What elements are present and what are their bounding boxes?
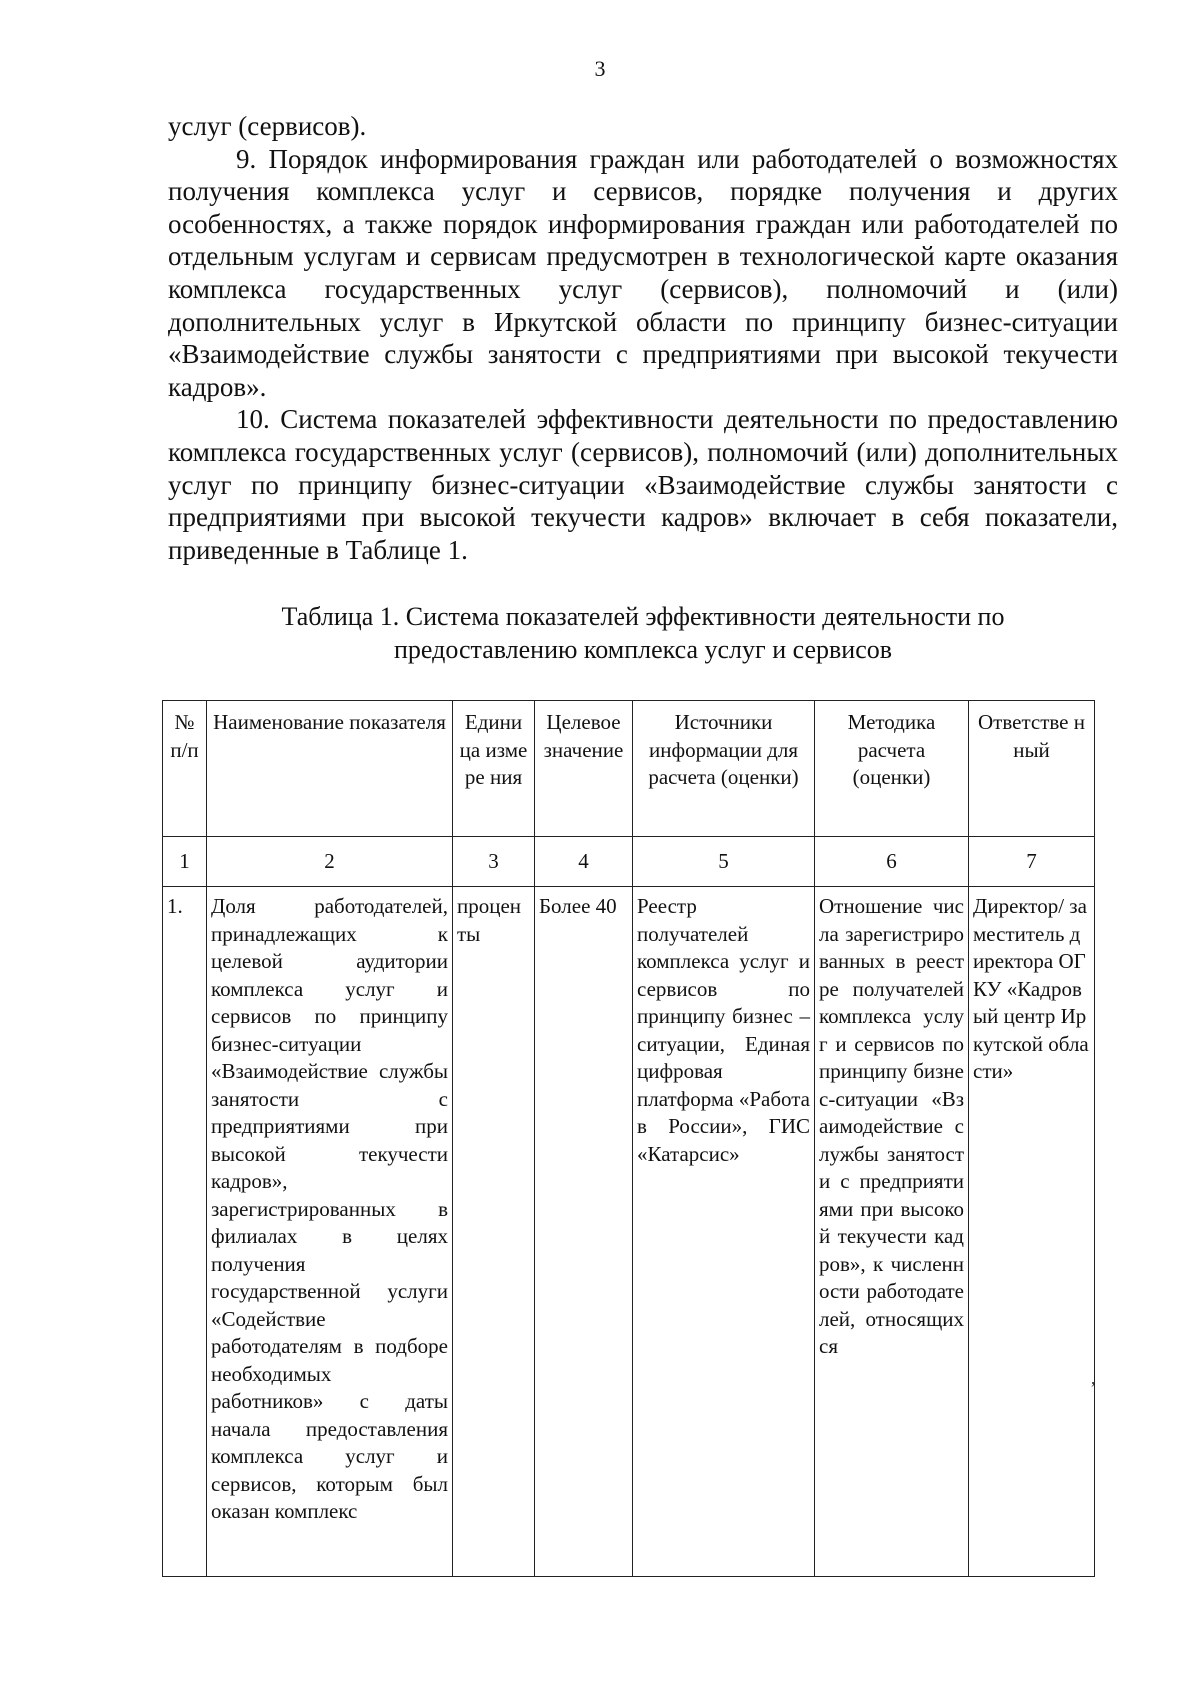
table-row	[163, 887, 1095, 1577]
column-number-5: 5	[633, 837, 815, 887]
pen-mark: ʼ	[1090, 1378, 1096, 1398]
header-target-value: Целевое значение	[535, 701, 633, 837]
column-number-2: 2	[207, 837, 453, 887]
paragraph-continuation: услуг (сервисов).	[168, 111, 367, 141]
header-calculation-method: Методика расчета (оценки)	[815, 701, 969, 837]
indicator-name: Доля работодателей, принадлежащих к целевой аудитории комплекса услуг и сервисов по принципу бизнес-ситуации «Взаимодействие службы занятости с предприятиями при высокой текучести кадров», зарегистрированных в филиалах в целях получения государственной услуги «Содействие работодателям в подборе необходимых работников» с даты начала предоставления комплекса услуг и сервисов, которым был оказан комплекс	[207, 887, 453, 1577]
column-number-3: 3	[453, 837, 535, 887]
indicators-table	[162, 700, 1095, 1577]
column-number-row	[163, 837, 1095, 887]
page-number: 3	[594, 56, 606, 81]
header-responsible: Ответстве нный	[969, 701, 1095, 837]
paragraph-10: 10. Система показателей эффективности деятельности по предоставлению комплекса государственных услуг (сервисов), полномочий (или) дополнительных услуг по принципу бизнес-ситуации «Взаимодействие службы занятости с предприятиями при высокой текучести кадров» включает в себя показатели, приведенные в Таблице 1.	[168, 404, 1118, 565]
indicator-responsible: Директор/ заместитель директора ОГКУ «Кадровый центр Иркутской области»	[969, 887, 1095, 1577]
header-unit: Едини ца измере ния	[453, 701, 535, 837]
table-caption	[168, 600, 1118, 666]
indicator-unit: процен ты	[453, 887, 535, 1577]
header-indicator-name: Наименование показателя	[207, 701, 453, 837]
body-text	[168, 110, 1118, 566]
indicator-method: Отношение числа зарегистрированных в реестре получателей комплекса услуг и сервисов по принципу бизнес-ситуации «Взаимодействие службы занятости с предприятиями при высокой текучести кадров», к численности работодателей, относящихся	[815, 887, 969, 1577]
header-information-sources: Источники информации для расчета (оценки)	[633, 701, 815, 837]
row-number: 1.	[163, 887, 207, 1577]
column-number-4: 4	[535, 837, 633, 887]
indicator-target-value: Более 40	[535, 887, 633, 1577]
column-number-6: 6	[815, 837, 969, 887]
indicator-sources: Реестр получателей комплекса услуг и сервисов по принципу бизнес – ситуации, Единая цифровая платформа «Работа в России», ГИС «Катарсис»	[633, 887, 815, 1577]
table-header-row	[163, 701, 1095, 837]
header-number: № п/п	[163, 701, 207, 837]
column-number-7: 7	[969, 837, 1095, 887]
paragraph-9: 9. Порядок информирования граждан или работодателей о возможностях получения комплекса услуг и сервисов, порядке получения и других особенностях, а также порядок информирования граждан или работодателей по отдельным услугам и сервисам предусмотрен в технологической карте оказания комплекса государственных услуг (сервисов), полномочий и (или) дополнительных услуг в Иркутской области по принципу бизнес-ситуации «Взаимодействие службы занятости с предприятиями при высокой текучести кадров».	[168, 143, 1118, 402]
table-caption-line-1: Таблица 1. Система показателей эффективности деятельности по	[281, 602, 1005, 631]
column-number-1: 1	[163, 837, 207, 887]
table-caption-line-2: предоставлению комплекса услуг и сервисов	[393, 635, 893, 664]
